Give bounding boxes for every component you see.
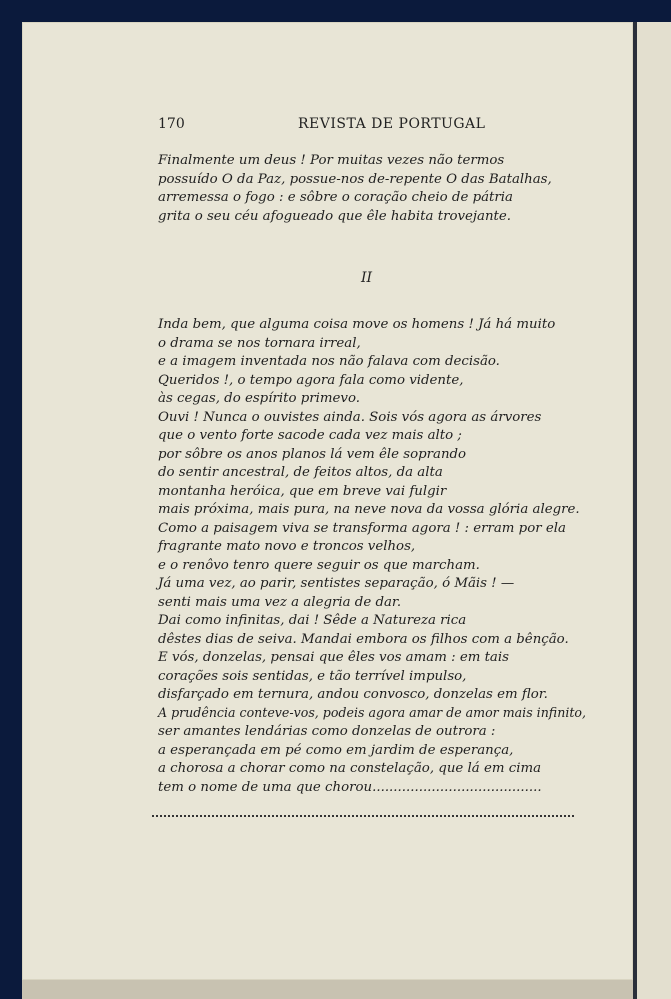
- verse-line: Finalmente um deus ! Por muitas vezes não termos: [158, 153, 505, 168]
- verse-line: grita o seu céu afogueado que êle habita trovejante.: [158, 208, 512, 224]
- stanza-1: [158, 152, 588, 226]
- section-numeral: II: [361, 270, 373, 286]
- verse-line: dêstes dias de seiva. Mandai embora os filhos com a bênção.: [158, 631, 569, 647]
- verse-line: corações sois sentidas, e tão terrível impulso,: [158, 668, 467, 684]
- verse-line: Já uma vez, ao parir, sentistes separação, ó Mãis ! —: [158, 576, 515, 591]
- page-header: [158, 116, 578, 136]
- page-bottom-edge: [22, 980, 633, 999]
- page-number: 170: [158, 116, 185, 132]
- verse-line: a esperançada em pé como em jardim de esperança,: [158, 742, 514, 758]
- stanza-2: [158, 316, 588, 797]
- verse-line: o drama se nos tornara irreal,: [158, 335, 361, 351]
- verse-line: Queridos !, o tempo agora fala como vidente,: [158, 372, 464, 388]
- verse-line: que o vento forte sacode cada vez mais alto ;: [158, 428, 462, 443]
- verse-line: possuído O da Paz, possue-nos de-repente O das Batalhas,: [158, 171, 552, 187]
- verse-line: disfarçado em ternura, andou convosco, donzelas em flor.: [158, 687, 548, 702]
- verse-line: Como a paisagem viva se transforma agora ! : erram por ela: [158, 520, 566, 536]
- verse-line: a chorosa a chorar como na constelação, que lá em cima: [158, 761, 542, 776]
- verse-line: fragrante mato novo e troncos velhos,: [158, 539, 416, 554]
- verse-line: montanha heróica, que em breve vai fulgir: [158, 483, 447, 499]
- verse-line: arremessa o fogo : e sôbre o coração cheio de pátria: [158, 190, 513, 205]
- verse-line: A prudência conteve-vos, podeis agora amar de amor mais infinito,: [158, 705, 586, 721]
- dotted-ellipsis-line: [152, 815, 574, 817]
- running-title: REVISTA DE PORTUGAL: [298, 116, 486, 132]
- verse-line: Dai como infinitas, dai ! Sêde a Natureza rica: [158, 613, 467, 628]
- verse-line: às cegas, do espírito primevo.: [158, 391, 360, 406]
- verse-line: ser amantes lendárias como donzelas de outrora :: [158, 724, 496, 739]
- verse-line: por sôbre os anos planos lá vem êle soprando: [158, 446, 467, 462]
- verse-line: e a imagem inventada nos não falava com decisão.: [158, 354, 500, 369]
- verse-line: e o renôvo tenro quere seguir os que marcham.: [158, 557, 480, 573]
- verse-line: tem o nome de uma que chorou........................................: [158, 779, 542, 795]
- verse-line: senti mais uma vez a alegria de dar.: [158, 594, 402, 610]
- verse-line: do sentir ancestral, de feitos altos, da alta: [158, 465, 443, 480]
- next-page-edge: [637, 22, 671, 999]
- verse-line: mais próxima, mais pura, na neve nova da vossa glória alegre.: [158, 502, 580, 517]
- verse-line: E vós, donzelas, pensai que êles vos amam : em tais: [158, 650, 509, 665]
- verse-line: Ouvi ! Nunca o ouvistes ainda. Sois vós agora as árvores: [158, 409, 542, 425]
- verse-line: Inda bem, que alguma coisa move os homens ! Já há muito: [158, 317, 556, 332]
